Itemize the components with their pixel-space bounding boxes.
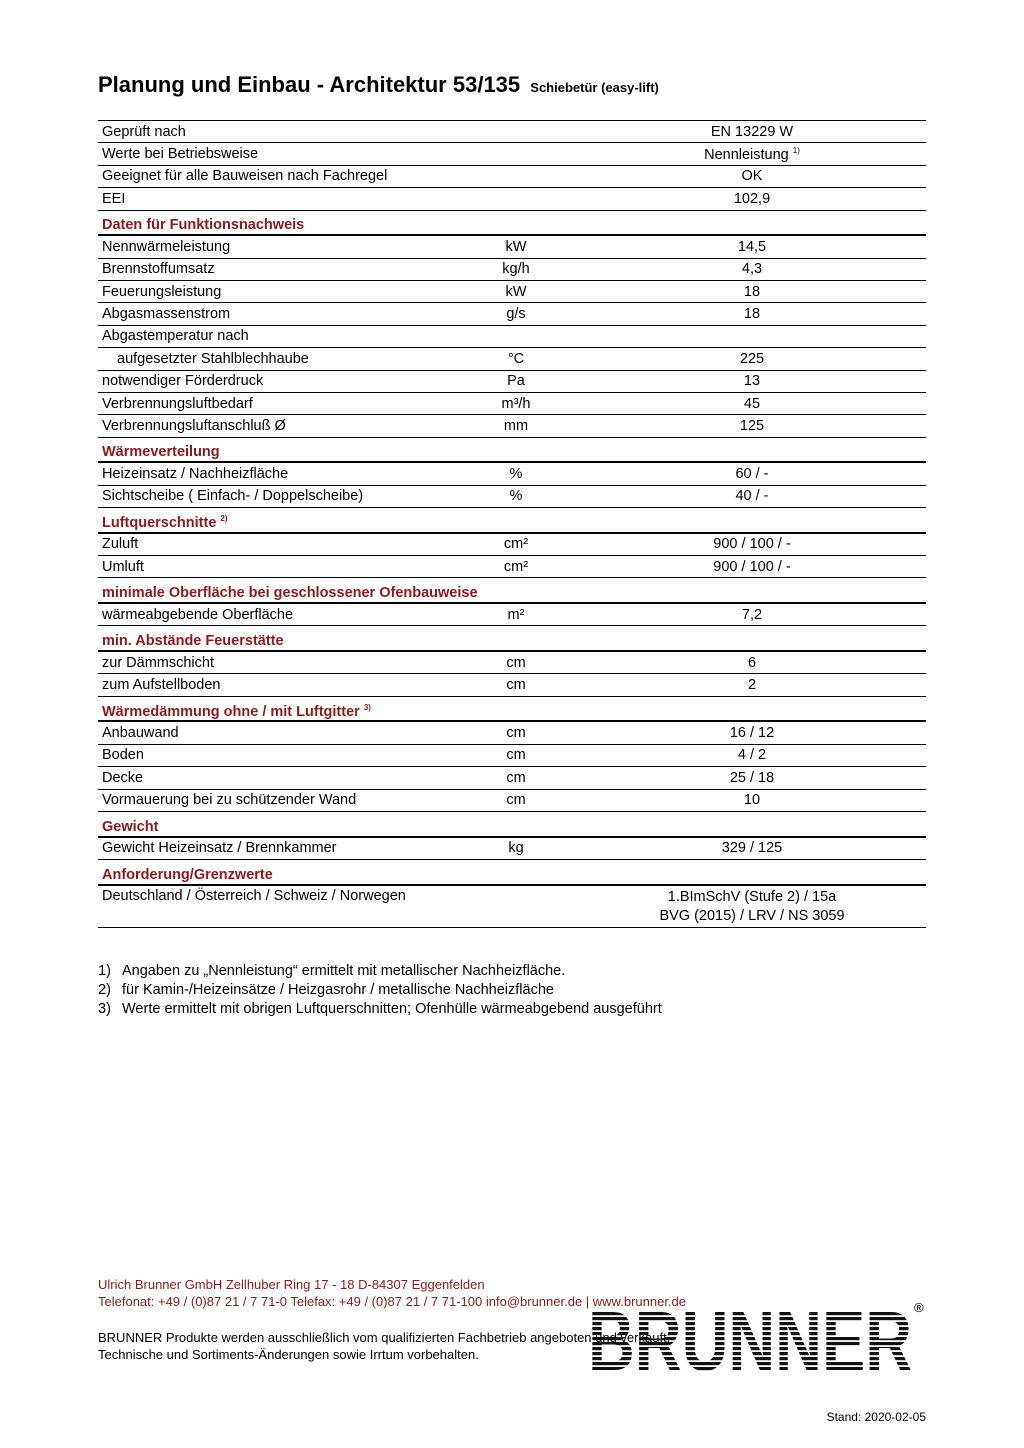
row-unit: kg	[508, 840, 524, 857]
row-value	[578, 191, 926, 207]
row-value	[578, 607, 926, 623]
section-oberflaeche	[98, 578, 926, 604]
group-oberflaeche	[98, 604, 926, 626]
address-line: Ulrich Brunner GmbH Zellhuber Ring 17 - 18 D-84307 Eggenfelden	[98, 1277, 485, 1292]
brunner-logo	[588, 1302, 914, 1372]
section-title	[98, 703, 454, 720]
row-label: Nennwärmeleistung	[102, 238, 231, 255]
row-value	[578, 351, 926, 367]
row-value-text: 25 / 18	[729, 769, 775, 786]
table-row	[98, 838, 926, 860]
row-value-text: 2	[747, 677, 757, 694]
row-label: wärmeabgebende Oberfläche	[102, 606, 294, 623]
row-value-text: 40 / -	[735, 488, 769, 505]
row-unit: g/s	[506, 306, 526, 323]
table-row	[98, 604, 926, 626]
row-unit: Pa	[507, 373, 525, 390]
row-label: Anbauwand	[102, 725, 179, 742]
stand-date: Stand: 2020-02-05	[826, 1410, 926, 1424]
row-value-text: OK	[741, 168, 763, 185]
section-anforderung	[98, 860, 926, 886]
table-row	[98, 326, 926, 348]
section-waerme	[98, 438, 926, 464]
row-value-text: Nennleistung	[704, 146, 789, 163]
row-label: Werte bei Betriebsweise	[102, 146, 259, 163]
group-abstaende	[98, 652, 926, 697]
row-value	[578, 770, 926, 786]
section-luft	[98, 508, 926, 534]
row-value	[578, 124, 926, 140]
row-label: Abgastemperatur nach	[102, 328, 249, 345]
row-value	[578, 536, 926, 552]
section-title	[98, 514, 454, 531]
row-label: Geeignet für alle Bauweisen nach Fachregel	[102, 168, 388, 185]
row-label: zum Aufstellboden	[102, 677, 221, 694]
row-label: Gewicht Heizeinsatz / Brennkammer	[102, 840, 337, 857]
row-label: Brennstoffumsatz	[102, 261, 215, 278]
footnote-number: 2)	[98, 982, 111, 998]
row-value-text: 18	[743, 283, 761, 300]
table-row	[98, 652, 926, 674]
row-value-text: 16 / 12	[729, 725, 775, 742]
section-title: Gewicht	[102, 818, 159, 835]
row-value-text: EN 13229 W	[710, 123, 794, 140]
row-label: Verbrennungsluftanschluß Ø	[102, 417, 286, 434]
footnote	[98, 962, 662, 981]
footnote-ref: 3)	[363, 702, 371, 712]
row-value	[578, 888, 926, 926]
table-row	[98, 281, 926, 303]
row-value	[578, 655, 926, 671]
contact-line[interactable]: Telefonat: +49 / (0)87 21 / 7 71-0 Telefax: +49 / (0)87 21 / 7 71-100 info@brunner.de | www.brunner.de	[98, 1294, 686, 1309]
group-luft	[98, 534, 926, 579]
row-value	[578, 725, 926, 741]
row-value-text: 6	[747, 654, 757, 671]
table-row	[98, 259, 926, 281]
table-row	[98, 886, 926, 928]
row-unit: %	[509, 488, 523, 505]
row-value	[578, 261, 926, 277]
row-label: notwendiger Förderdruck	[102, 373, 264, 390]
row-label: Umluft	[102, 558, 144, 575]
table-row	[98, 188, 926, 210]
row-value	[578, 373, 926, 389]
disclaimer-line: Technische und Sortiments-Änderungen sowie Irrtum vorbehalten.	[98, 1347, 479, 1362]
row-value-text: 329 / 125	[721, 840, 783, 857]
row-unit: cm	[506, 747, 526, 764]
section-funktion	[98, 211, 926, 237]
spec-table	[98, 120, 926, 928]
footnote-number: 1)	[98, 963, 111, 979]
row-value-text: 4,3	[741, 261, 763, 278]
table-row	[98, 348, 926, 370]
table-row	[98, 236, 926, 258]
table-row	[98, 120, 926, 143]
row-value	[578, 488, 926, 504]
row-value-text: 225	[739, 350, 765, 367]
table-row	[98, 415, 926, 437]
table-row	[98, 303, 926, 325]
row-label: Heizeinsatz / Nachheizfläche	[102, 465, 289, 482]
row-label: Feuerungsleistung	[102, 283, 222, 300]
row-unit: cm²	[503, 558, 529, 575]
row-unit: kW	[505, 238, 527, 255]
section-gewicht	[98, 812, 926, 838]
section-title: minimale Oberfläche bei geschlossener Ofenbauweise	[102, 585, 478, 602]
table-row	[98, 393, 926, 415]
row-value	[578, 306, 926, 322]
row-label: Deutschland / Österreich / Schweiz / Norwegen	[102, 887, 406, 904]
disclaimer-line: BRUNNER Produkte werden ausschließlich vom qualifizierten Fachbetrieb angeboten und verkauft.	[98, 1330, 671, 1345]
row-value-text: 125	[739, 417, 765, 434]
row-value-text: 18	[743, 306, 761, 323]
footnote-number: 3)	[98, 1001, 111, 1017]
group-funktion	[98, 236, 926, 438]
row-unit: cm²	[503, 536, 529, 553]
subtitle-text: Schiebetür (easy-lift)	[530, 80, 659, 95]
footnotes	[98, 962, 662, 1019]
row-label: Sichtscheibe ( Einfach- / Doppelscheibe)	[102, 488, 364, 505]
row-value-text: 102,9	[733, 190, 771, 207]
footnote-ref: 1)	[792, 145, 800, 155]
footnote-text: Werte ermittelt mit obrigen Luftquerschnitten; Ofenhülle wärmeabgebend ausgeführt	[122, 1001, 662, 1017]
row-value-text: 900 / 100 / -	[713, 536, 791, 553]
table-row	[98, 790, 926, 812]
row-label: Zuluft	[102, 536, 139, 553]
row-value	[578, 168, 926, 184]
row-unit: kg/h	[502, 261, 530, 278]
row-label: Vormauerung bei zu schützender Wand	[102, 792, 357, 809]
row-value	[578, 396, 926, 412]
table-row	[98, 722, 926, 744]
table-row	[98, 166, 926, 188]
row-unit: cm	[506, 792, 526, 809]
footnote-text: Angaben zu „Nennleistung“ ermittelt mit metallischer Nachheizfläche.	[122, 963, 566, 979]
group-general	[98, 120, 926, 211]
row-label: zur Dämmschicht	[102, 654, 214, 671]
row-unit: °C	[507, 350, 525, 367]
table-row	[98, 674, 926, 696]
title-text: Planung und Einbau - Architektur 53/135	[98, 72, 521, 97]
row-label: Geprüft nach	[102, 123, 186, 140]
row-unit: mm	[503, 417, 529, 434]
section-title-text: Luftquerschnitte	[102, 514, 217, 531]
table-row	[98, 143, 926, 165]
row-value-text: 60 / -	[735, 465, 769, 482]
footnote-ref: 2)	[220, 513, 228, 523]
row-label: EEI	[102, 190, 126, 207]
row-label: Boden	[102, 747, 144, 764]
value-line: 1.BImSchV (Stufe 2) / 15a	[667, 888, 837, 905]
row-value	[578, 677, 926, 693]
value-line: BVG (2015) / LRV / NS 3059	[659, 907, 845, 924]
row-unit: cm	[506, 677, 526, 694]
row-unit: m³/h	[501, 395, 531, 412]
row-unit: kW	[505, 283, 527, 300]
row-value	[578, 418, 926, 434]
section-daemmung	[98, 697, 926, 723]
row-value	[578, 559, 926, 575]
group-gewicht	[98, 838, 926, 860]
row-unit: %	[509, 465, 523, 482]
row-unit: cm	[506, 654, 526, 671]
table-row	[98, 745, 926, 767]
row-value	[578, 284, 926, 300]
row-value-text: 14,5	[737, 238, 767, 255]
registered-mark: ®	[914, 1300, 924, 1315]
table-row	[98, 767, 926, 789]
section-abstaende	[98, 626, 926, 652]
row-value	[578, 792, 926, 808]
section-title: Daten für Funktionsnachweis	[102, 217, 305, 234]
page-title	[98, 72, 659, 98]
row-value-text: 4 / 2	[737, 747, 767, 764]
table-row	[98, 371, 926, 393]
section-title: Anforderung/Grenzwerte	[102, 866, 273, 883]
row-label: Verbrennungsluftbedarf	[102, 395, 253, 412]
row-value-text: 10	[743, 792, 761, 809]
row-unit: m²	[507, 606, 525, 623]
row-label: aufgesetzter Stahlblechhaube	[117, 350, 309, 367]
row-value	[578, 146, 926, 163]
row-value-text: 900 / 100 / -	[713, 558, 791, 575]
row-value-text: 45	[743, 395, 761, 412]
row-value-text: 7,2	[741, 606, 763, 623]
table-row	[98, 463, 926, 485]
row-value	[578, 239, 926, 255]
row-value-text: 13	[743, 373, 761, 390]
table-row	[98, 556, 926, 578]
row-label: Abgasmassenstrom	[102, 306, 231, 323]
row-value	[578, 840, 926, 856]
footnote	[98, 981, 662, 1000]
footnote-text: für Kamin-/Heizeinsätze / Heizgasrohr / metallische Nachheizfläche	[122, 982, 554, 998]
disclaimer	[98, 1329, 670, 1363]
section-title: min. Abstände Feuerstätte	[102, 633, 284, 649]
row-unit: cm	[506, 769, 526, 786]
table-row	[98, 534, 926, 556]
group-waerme	[98, 463, 926, 508]
group-daemmung	[98, 722, 926, 812]
section-title: Wärmeverteilung	[102, 444, 220, 461]
table-row	[98, 486, 926, 508]
row-label: Decke	[102, 769, 144, 786]
section-title-text: Wärmedämmung ohne / mit Luftgitter	[102, 703, 360, 720]
row-value	[578, 747, 926, 763]
footnote	[98, 1000, 662, 1019]
row-value	[578, 466, 926, 482]
logo-text: BRUNNER	[588, 1302, 912, 1372]
row-unit: cm	[506, 725, 526, 742]
